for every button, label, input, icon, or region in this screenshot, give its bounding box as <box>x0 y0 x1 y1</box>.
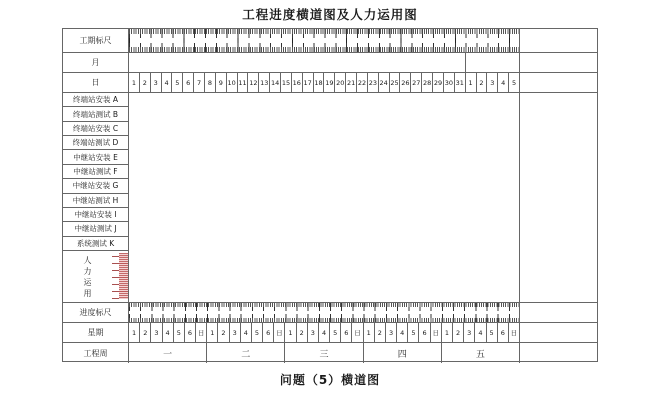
task-label: 中继站安装 I <box>63 208 128 222</box>
project-week-cell: 二 <box>206 343 284 363</box>
day-cell: 11 <box>237 73 248 92</box>
manpower-label <box>84 255 92 299</box>
day-cell: 26 <box>399 73 410 92</box>
day-cell: 17 <box>302 73 313 92</box>
project-week-label: 工程周 <box>63 343 129 363</box>
day-cell: 7 <box>193 73 204 92</box>
duration-scale-label: 工期标尺 <box>63 29 129 52</box>
weekday-cell: 5 <box>173 323 184 342</box>
day-cell: 13 <box>258 73 269 92</box>
weekday-cell: 3 <box>385 323 396 342</box>
project-week-cell: 三 <box>284 343 362 363</box>
weekday-cell: 2 <box>374 323 385 342</box>
weekday-cell: 2 <box>296 323 307 342</box>
progress-scale-row <box>63 303 597 323</box>
weekday-cell: 2 <box>452 323 463 342</box>
manpower-cell <box>63 251 128 302</box>
progress-scale-label: 进度标尺 <box>63 303 129 322</box>
weekday-cell: 1 <box>284 323 295 342</box>
weekday-cell: 1 <box>441 323 452 342</box>
weekday-cell: 4 <box>396 323 407 342</box>
day-cell: 24 <box>378 73 389 92</box>
month-label: 月 <box>63 53 129 72</box>
task-label: 终端站测试 D <box>63 136 128 150</box>
day-cell: 3 <box>150 73 161 92</box>
day-cell: 19 <box>323 73 334 92</box>
task-label: 终端站测试 B <box>63 107 128 121</box>
task-label: 终端站安装 A <box>63 93 128 107</box>
weekday-cell: 3 <box>150 323 161 342</box>
project-week-cell: 五 <box>441 343 519 363</box>
manpower-ruler-minor-ticks <box>119 253 128 299</box>
weekday-cell: 4 <box>474 323 485 342</box>
right-empty-cell <box>520 29 597 52</box>
day-cell: 1 <box>465 73 476 92</box>
right-empty-cell <box>520 53 597 72</box>
weekday-cell: 3 <box>229 323 240 342</box>
weekday-cell: 4 <box>162 323 173 342</box>
day-cell: 29 <box>432 73 443 92</box>
day-cell: 2 <box>476 73 487 92</box>
month-row <box>63 53 597 73</box>
day-cell: 23 <box>367 73 378 92</box>
task-label: 终端站安装 C <box>63 122 128 136</box>
task-label: 系统测试 K <box>63 237 128 251</box>
weekday-cell: 日 <box>508 323 519 342</box>
day-cell: 5 <box>171 73 182 92</box>
weekday-cell: 5 <box>251 323 262 342</box>
weekday-cell: 日 <box>195 323 206 342</box>
day-cell: 10 <box>226 73 237 92</box>
day-cell: 14 <box>269 73 280 92</box>
weekday-cell: 4 <box>240 323 251 342</box>
gantt-table <box>62 28 598 362</box>
weekday-cell: 日 <box>273 323 284 342</box>
task-section <box>63 93 597 303</box>
manpower-scale-ruler <box>112 253 128 299</box>
chart-title: 工程进度横道图及人力运用图 <box>242 7 418 22</box>
manpower-label-char: 人 <box>83 255 92 265</box>
weekday-cell: 5 <box>486 323 497 342</box>
chart-body <box>129 93 520 302</box>
weekday-cell: 5 <box>407 323 418 342</box>
day-cell: 15 <box>280 73 291 92</box>
right-empty-cell <box>520 73 597 92</box>
day-cell: 31 <box>454 73 465 92</box>
weekday-cell: 6 <box>418 323 429 342</box>
weekday-cells <box>129 323 520 342</box>
month-1-cell <box>129 53 466 72</box>
project-week-cells <box>129 343 520 363</box>
weekday-cell: 2 <box>217 323 228 342</box>
manpower-label-char: 用 <box>83 288 92 298</box>
weekday-cell: 6 <box>497 323 508 342</box>
weekday-cell: 日 <box>351 323 362 342</box>
task-labels <box>63 93 128 251</box>
day-cell: 20 <box>334 73 345 92</box>
day-cell: 28 <box>421 73 432 92</box>
weekday-cell: 5 <box>329 323 340 342</box>
weekday-cell: 日 <box>430 323 441 342</box>
month-2-cell <box>466 53 519 72</box>
day-cell: 5 <box>508 73 519 92</box>
weekday-row <box>63 323 597 343</box>
day-cell: 22 <box>356 73 367 92</box>
day-label: 日 <box>63 73 129 92</box>
day-cell: 9 <box>215 73 226 92</box>
weekday-cell: 6 <box>262 323 273 342</box>
duration-scale-row <box>63 29 597 53</box>
right-empty-cell <box>520 343 597 363</box>
day-cell: 1 <box>131 78 136 87</box>
task-label: 中继站安装 G <box>63 179 128 193</box>
day-cell: 30 <box>443 73 454 92</box>
weekday-cell: 3 <box>463 323 474 342</box>
manpower-label-char: 力 <box>83 266 92 276</box>
right-empty-cell <box>520 303 597 322</box>
project-week-cell: 四 <box>363 343 441 363</box>
task-label-column <box>63 93 129 302</box>
weekday-cell: 4 <box>318 323 329 342</box>
day-cell: 8 <box>204 73 215 92</box>
day-cell: 2 <box>139 73 150 92</box>
task-label: 中继站测试 F <box>63 165 128 179</box>
day-cell: 18 <box>313 73 324 92</box>
manpower-label-char: 运 <box>83 277 92 287</box>
month-cells <box>129 53 520 72</box>
day-cell: 4 <box>497 73 508 92</box>
weekday-cell: 1 <box>132 328 137 337</box>
weekday-label: 星期 <box>63 323 129 342</box>
project-week-row <box>63 343 597 363</box>
day-cell: 16 <box>291 73 302 92</box>
caption: 问题（5）横道图 <box>279 373 381 387</box>
day-cell: 6 <box>182 73 193 92</box>
weekday-cell: 6 <box>340 323 351 342</box>
project-week-cell: 一 <box>163 349 173 360</box>
day-cell: 25 <box>389 73 400 92</box>
right-empty-cell <box>520 323 597 342</box>
weekday-cell: 3 <box>307 323 318 342</box>
weekday-cell: 2 <box>139 323 150 342</box>
day-cell: 27 <box>410 73 421 92</box>
weekday-cell: 1 <box>206 323 217 342</box>
day-cell: 12 <box>247 73 258 92</box>
day-cell: 4 <box>161 73 172 92</box>
weekday-cell: 1 <box>363 323 374 342</box>
day-cell: 3 <box>486 73 497 92</box>
duration-scale-ruler <box>129 29 520 52</box>
right-empty-cell <box>520 93 597 302</box>
task-label: 中继站测试 J <box>63 222 128 236</box>
progress-scale-ruler <box>129 303 520 322</box>
day-row <box>63 73 597 93</box>
day-cell: 21 <box>345 73 356 92</box>
day-cells <box>129 73 520 92</box>
weekday-cell: 6 <box>184 323 195 342</box>
task-label: 中继站测试 H <box>63 194 128 208</box>
task-label: 中继站安装 E <box>63 150 128 164</box>
